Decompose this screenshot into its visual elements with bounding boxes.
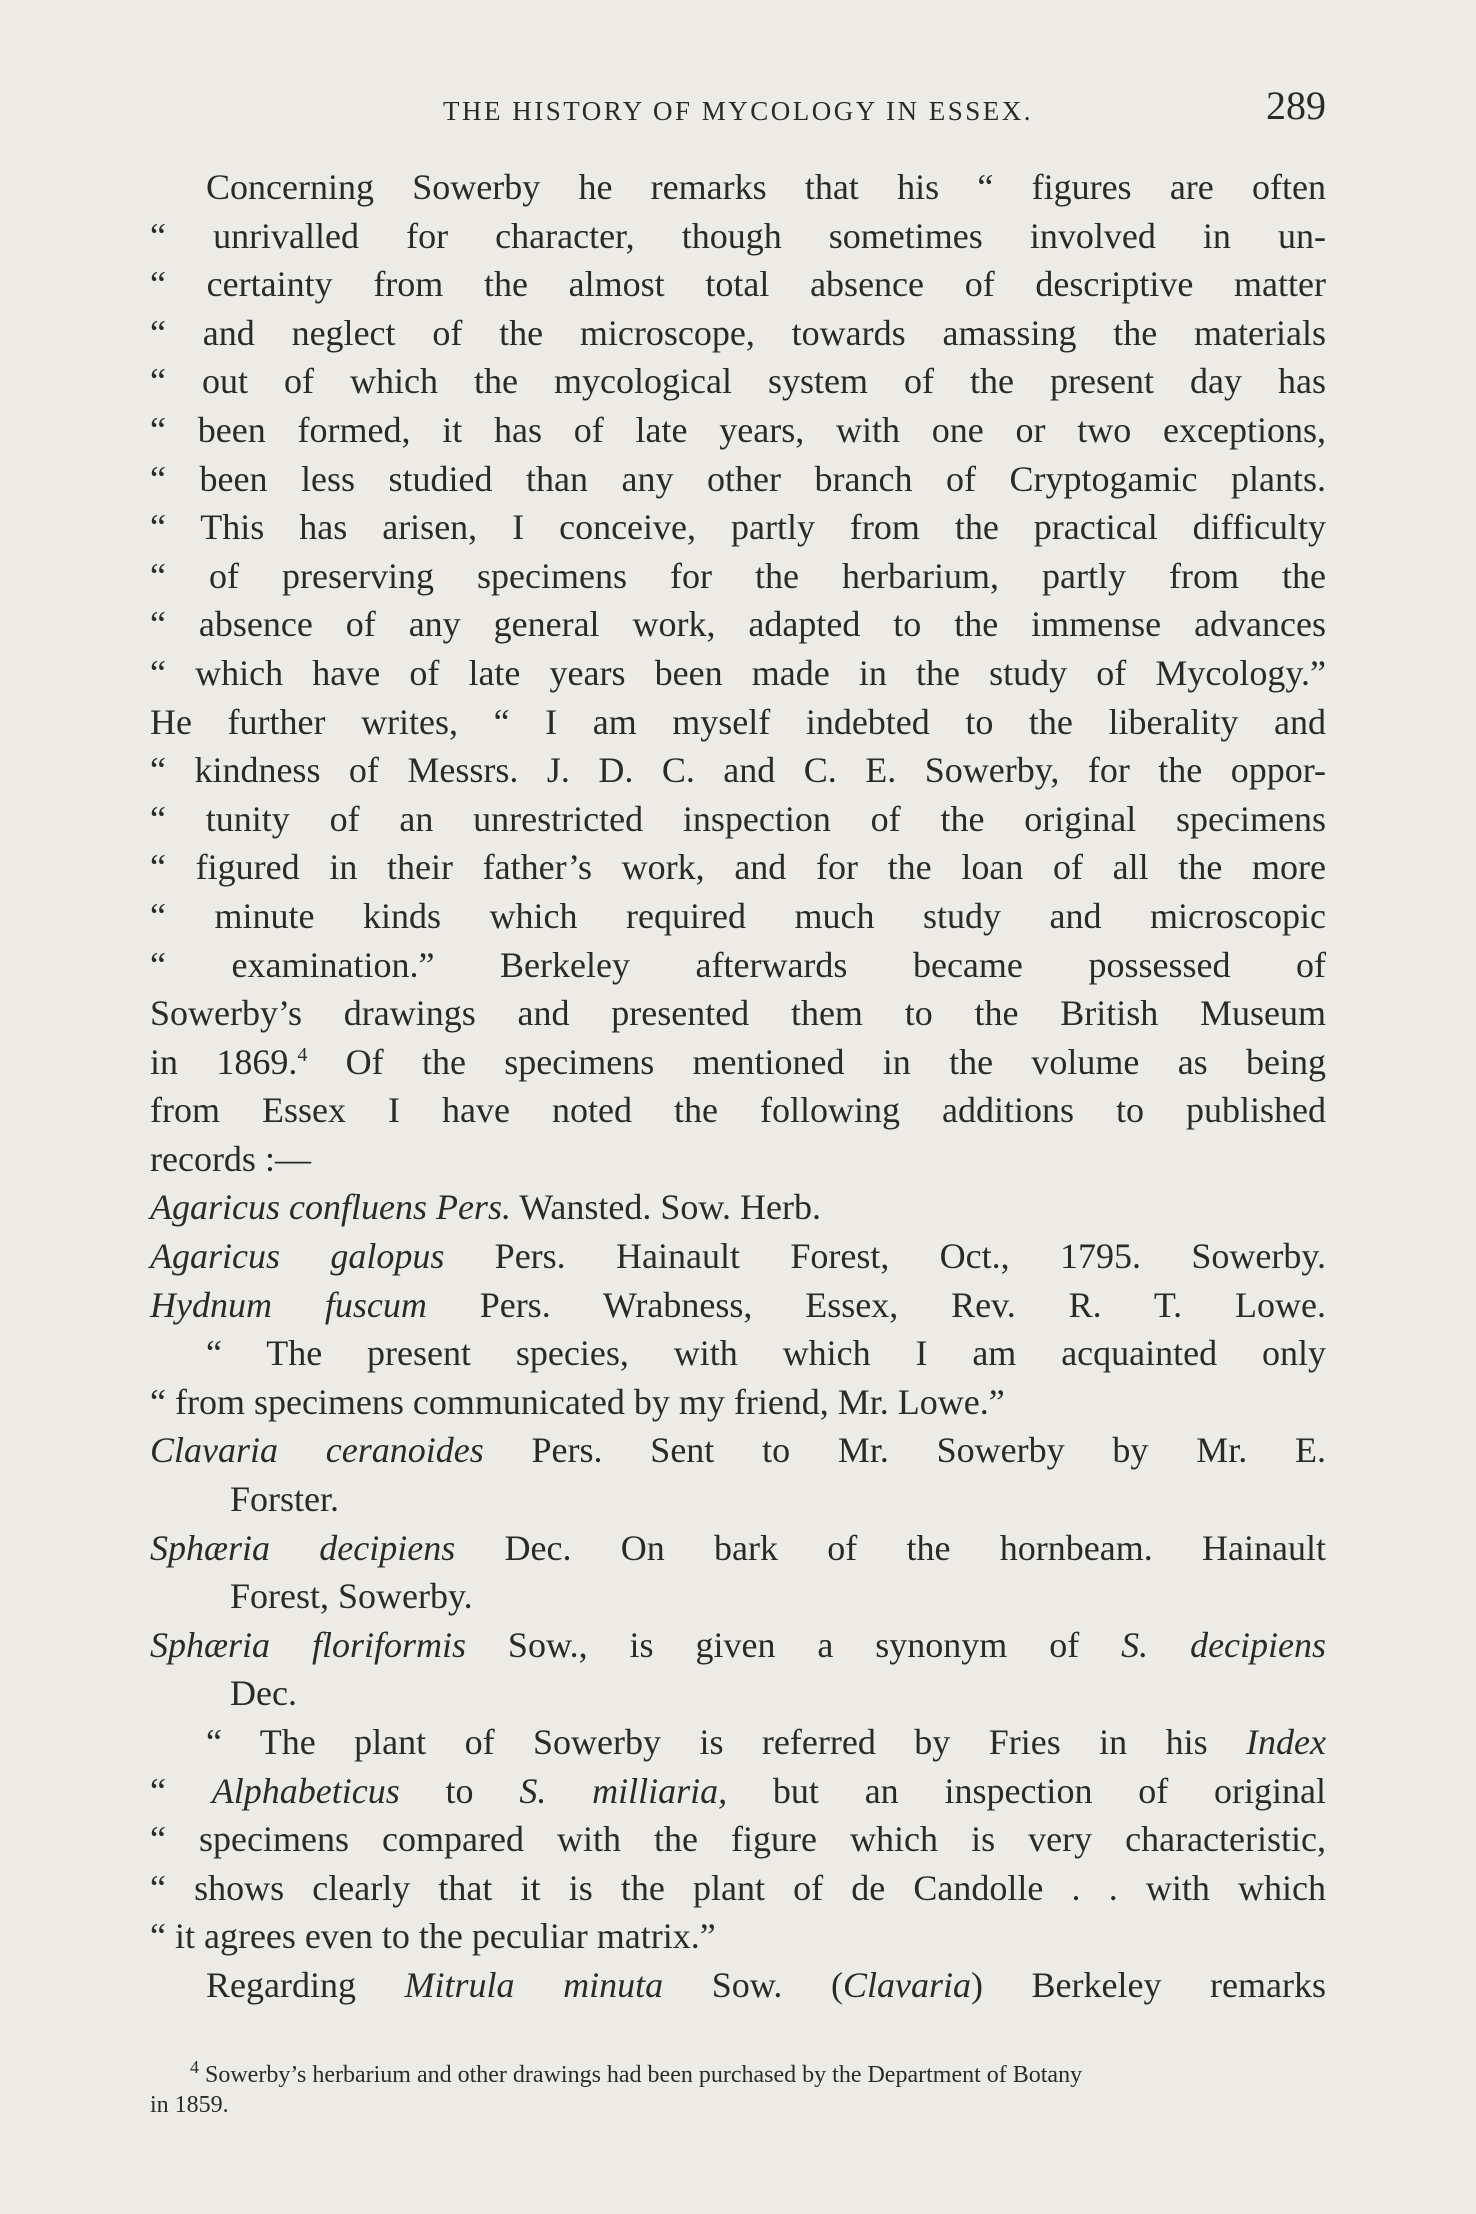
text-line (150, 843, 1326, 892)
text-line (150, 1329, 1326, 1378)
text-run: Concerning Sowerby he remarks that his “ figures are often (206, 167, 1326, 207)
text-run: Pers. Wrabness, Essex, Rev. R. T. Lowe. (426, 1284, 1326, 1325)
italic-text: Hydnum fuscum (150, 1284, 427, 1325)
text-run: “ tunity of an unrestricted inspection of the original specimens (150, 798, 1326, 839)
text-line (150, 1183, 1326, 1232)
text-run: but an inspection of original (727, 1770, 1326, 1811)
text-run: Of the specimens mentioned in the volume as being (307, 1041, 1326, 1082)
text-line (150, 163, 1326, 212)
text-run: Pers. Sent to Mr. Sowerby by Mr. E. (483, 1430, 1326, 1471)
text-line (150, 309, 1326, 358)
text-run: “ been less studied than any other branch of Cryptogamic plants. (150, 458, 1326, 499)
text-run: “ been formed, it has of late years, with one or two exceptions, (150, 409, 1326, 450)
text-line (150, 746, 1326, 795)
text-run: Wansted. Sow. Herb. (510, 1187, 822, 1228)
text-run: “ of preserving specimens for the herbarium, partly from the (150, 555, 1326, 596)
italic-text: S. milliaria, (519, 1770, 728, 1811)
text-line (150, 600, 1326, 649)
italic-text: Alphabeticus (211, 1770, 400, 1811)
text-line (150, 1524, 1326, 1573)
text-run: “ examination.” Berkeley afterwards became possessed of (150, 944, 1326, 985)
text-line (150, 357, 1326, 406)
page-number: 289 (1266, 83, 1326, 128)
italic-text: Clavaria (842, 1964, 971, 2005)
text-line (150, 406, 1326, 455)
text-run: “ This has arisen, I conceive, partly from the practical difficulty (150, 507, 1326, 548)
text-run: “ absence of any general work, adapted to the immense advances (150, 604, 1326, 645)
text-run: “ and neglect of the microscope, towards amassing the materials (150, 312, 1326, 353)
text-line (150, 892, 1326, 941)
italic-text: Mitrula minuta (404, 1964, 664, 2005)
footnote-number: 4 (190, 2057, 199, 2077)
text-line (150, 552, 1326, 601)
text-line (150, 1378, 1326, 1427)
text-run: Forster. (230, 1479, 340, 1520)
text-run: “ The present species, with which I am acquainted only (206, 1333, 1326, 1374)
text-line (150, 1961, 1326, 2010)
italic-text: Sphæria floriformis (150, 1624, 466, 1665)
page-header (150, 82, 1326, 138)
text-run: records :— (150, 1138, 311, 1179)
body-text (150, 163, 1326, 2010)
text-run: “ certainty from the almost total absence of descriptive matter (150, 264, 1326, 305)
italic-text: Index (1246, 1722, 1326, 1762)
running-head: THE HISTORY OF MYCOLOGY IN ESSEX. (442, 96, 1034, 126)
text-run: “ minute kinds which required much study and microscopic (150, 895, 1326, 936)
text-line (150, 1281, 1326, 1330)
text-run: Forest, Sowerby. (230, 1576, 473, 1617)
text-line (150, 1038, 1326, 1087)
text-run: He further writes, “ I am myself indebted to the liberality and (150, 701, 1326, 742)
text-run: “ which have of late years been made in the study of Mycology.” (150, 652, 1326, 693)
footnote (150, 2057, 1326, 2120)
text-line (150, 455, 1326, 504)
text-run: Dec. On bark of the hornbeam. Hainault (455, 1527, 1326, 1568)
italic-text: S. decipiens (1121, 1624, 1327, 1665)
text-line (150, 795, 1326, 844)
text-line (150, 1912, 1326, 1961)
text-run: ) Berkeley remarks (970, 1964, 1327, 2005)
footnote-line-cont: in 1859. (150, 2092, 229, 2118)
text-run: “ specimens compared with the figure which is very characteristic, (150, 1819, 1326, 1860)
footnote-line (150, 2057, 1326, 2090)
text-run: to (399, 1770, 520, 1811)
text-line (150, 989, 1326, 1038)
text-run: “ The plant of Sowerby is referred by Fries in his (206, 1722, 1247, 1762)
footnote-reference: 4 (297, 1043, 308, 1066)
text-line (150, 1135, 1326, 1184)
text-run: Sow., is given a synonym of (466, 1624, 1122, 1665)
text-line (150, 1621, 1326, 1670)
text-run: Pers. Hainault Forest, Oct., 1795. Sowerby. (444, 1236, 1326, 1277)
text-line (150, 649, 1326, 698)
text-line (150, 1864, 1326, 1913)
text-run: in 1869. (150, 1041, 298, 1082)
text-run: “ it agrees even to the peculiar matrix.” (150, 1916, 716, 1957)
italic-text: Agaricus galopus (150, 1236, 445, 1277)
text-line (150, 260, 1326, 309)
text-run: “ shows clearly that it is the plant of de Candolle . . with which (150, 1867, 1326, 1908)
text-line (150, 1086, 1326, 1135)
text-run: “ from specimens communicated by my friend, Mr. Lowe.” (150, 1381, 1005, 1422)
text-line (150, 1232, 1326, 1281)
footnote-text: Sowerby’s herbarium and other drawings had been purchased by the Department of Botany (205, 2062, 1083, 2088)
text-line (150, 1426, 1326, 1475)
text-run: Sow. ( (663, 1964, 843, 2005)
text-line (150, 1475, 1326, 1524)
text-run: Dec. (230, 1673, 297, 1714)
italic-text: Agaricus confluens Pers. (150, 1187, 511, 1228)
text-line (150, 1669, 1326, 1718)
text-run: “ figured in their father’s work, and for the loan of all the more (150, 847, 1326, 888)
text-line (150, 1815, 1326, 1864)
italic-text: Sphæria decipiens (150, 1527, 456, 1568)
text-run: “ (150, 1770, 212, 1811)
text-run: “ unrivalled for character, though sometimes involved in un- (150, 215, 1326, 256)
text-run: “ out of which the mycological system of the present day has (150, 361, 1326, 402)
text-line (150, 503, 1326, 552)
text-run: from Essex I have noted the following additions to published (150, 1090, 1326, 1131)
text-line (150, 698, 1326, 747)
text-line (150, 1572, 1326, 1621)
text-run: “ kindness of Messrs. J. D. C. and C. E. Sowerby, for the oppor- (150, 750, 1326, 791)
text-run: Regarding (206, 1964, 405, 2005)
text-line (150, 212, 1326, 261)
text-line (150, 941, 1326, 990)
text-run: Sowerby’s drawings and presented them to the British Museum (150, 993, 1326, 1034)
text-line (150, 1767, 1326, 1816)
text-line (150, 1718, 1326, 1767)
italic-text: Clavaria ceranoides (150, 1430, 484, 1471)
